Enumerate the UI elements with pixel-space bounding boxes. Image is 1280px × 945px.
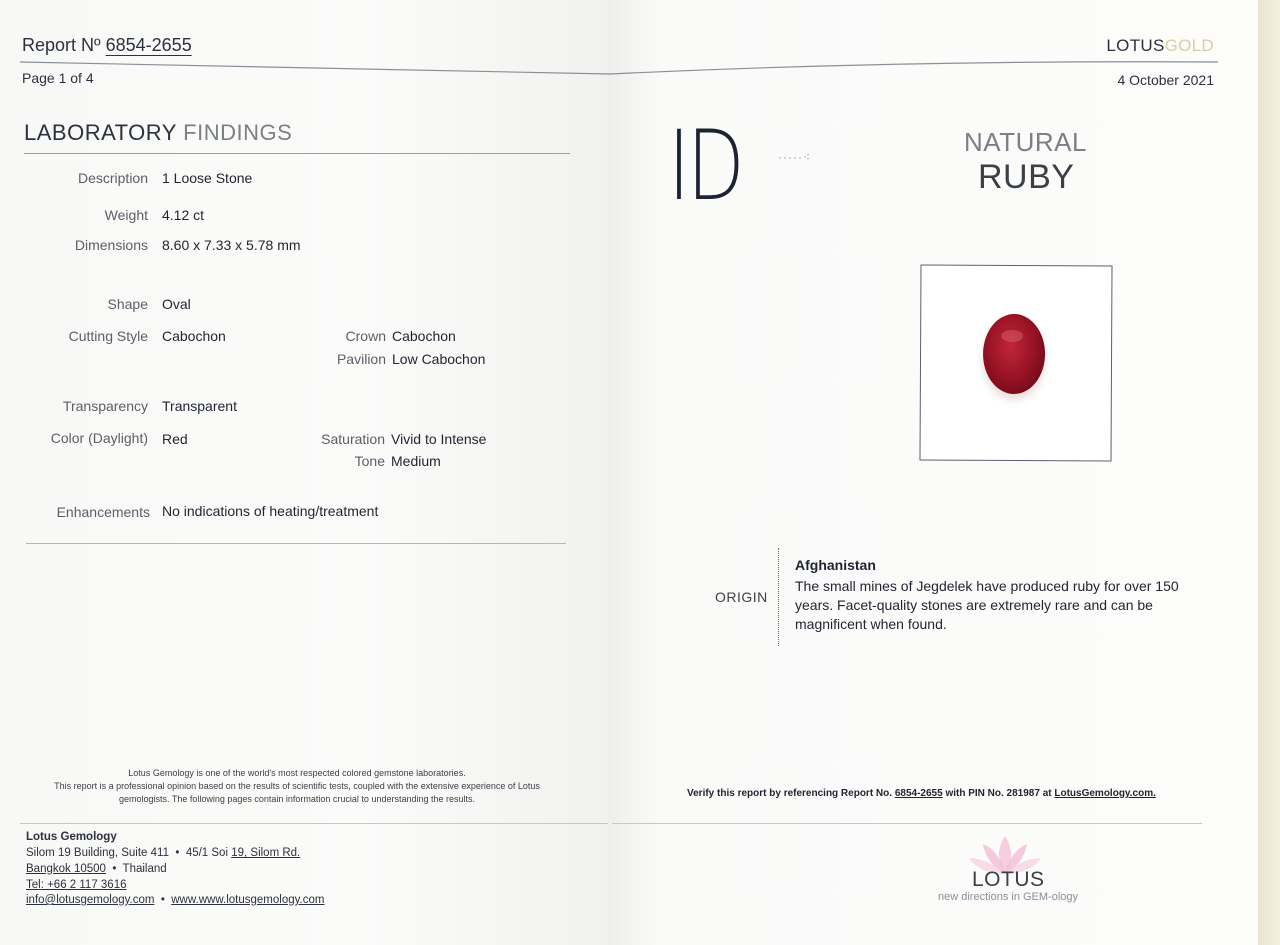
report-label: Report Nº xyxy=(22,35,101,55)
contact-links: info@lotusgemology.com • www.www.lotusgemology.com xyxy=(26,894,325,906)
weight-label: Weight xyxy=(104,207,148,223)
address-line-1: Silom 19 Building, Suite 411 • 45/1 Soi 19, Silom Rd. xyxy=(26,847,301,859)
enhancements-value: No indications of heating/treatment xyxy=(162,503,379,519)
verify-statement: Verify this report by referencing Report No. 6854-2655 with PIN No. 281987 at LotusGemology.com. xyxy=(687,788,1156,799)
crown-value: Cabochon xyxy=(392,328,456,344)
website-link[interactable]: www.www.lotusgemology.com xyxy=(171,894,325,906)
left-page xyxy=(0,0,608,945)
origin-country: Afghanistan xyxy=(795,557,876,573)
origin-description: The small mines of Jegdelek have produced ruby for over 150 years. Facet-quality stones are extremely rare and can be magnificent when found. xyxy=(795,578,1179,632)
origin-label: ORIGIN xyxy=(715,589,768,605)
color-label: Color (Daylight) xyxy=(50,430,148,446)
lotus-wordmark: LOTUS xyxy=(972,868,1045,891)
header-curve xyxy=(0,40,1280,80)
company-name: Lotus Gemology xyxy=(26,831,117,843)
transparency-value: Transparent xyxy=(162,398,237,414)
tone-value: Medium xyxy=(391,453,441,469)
origin-divider xyxy=(778,548,779,646)
dimensions-label: Dimensions xyxy=(74,237,148,253)
tone-label: Tone xyxy=(354,453,385,469)
email-link[interactable]: info@lotusgemology.com xyxy=(26,894,155,906)
page-edge xyxy=(1258,0,1280,945)
report-date: 4 October 2021 xyxy=(1117,72,1214,88)
brand-logo: LOTUSGOLD xyxy=(1106,36,1214,55)
report-number-value: 6854-2655 xyxy=(105,35,192,55)
saturation-value: Vivid to Intense xyxy=(391,431,487,447)
ruby-cabochon-image xyxy=(983,314,1045,394)
shape-label: Shape xyxy=(107,296,148,312)
cutting-style-label: Cutting Style xyxy=(68,328,148,344)
cutting-style-value: Cabochon xyxy=(162,328,226,344)
telephone: Tel: +66 2 117 3616 xyxy=(26,879,127,891)
gemstone-photo xyxy=(919,264,1112,461)
weight-value: 4.12 ct xyxy=(162,207,205,223)
right-footer-divider xyxy=(612,823,1202,824)
enhancements-label: Enhancements xyxy=(56,504,150,520)
dimensions-value: 8.60 x 7.33 x 5.78 mm xyxy=(162,237,301,253)
footer-divider xyxy=(20,823,608,824)
transparency-label: Transparency xyxy=(62,398,148,414)
verify-site-link[interactable]: LotusGemology.com. xyxy=(1054,788,1156,799)
natural-label: NATURAL xyxy=(964,127,1087,157)
title-divider xyxy=(24,153,570,154)
disclaimer: Lotus Gemology is one of the world's most respected colored gemstone laboratories. This report is a professional opinion based on the results of scientific tests, coupled with the extensive experience of Lotus gemologists. The following pages contain information crucial to understanding the results. xyxy=(54,768,540,804)
description-label: Description xyxy=(77,170,148,186)
pavilion-value: Low Cabochon xyxy=(392,351,486,367)
findings-divider xyxy=(26,543,566,544)
saturation-label: Saturation xyxy=(321,431,385,447)
gem-name: RUBY xyxy=(978,158,1075,196)
crown-label: Crown xyxy=(345,328,386,344)
lotus-tagline: new directions in GEM-ology xyxy=(938,891,1079,903)
address-line-2: Bangkok 10500 • Thailand xyxy=(26,863,167,875)
id-mark: ID xyxy=(668,110,742,222)
section-title: LABORATORY FINDINGS xyxy=(24,120,293,145)
pavilion-label: Pavilion xyxy=(336,351,386,367)
dotted-arrow-icon: ·····⁖ xyxy=(778,150,812,164)
shape-value: Oval xyxy=(162,296,191,312)
color-value: Red xyxy=(162,431,188,447)
page-indicator: Page 1 of 4 xyxy=(22,70,94,86)
description-value: 1 Loose Stone xyxy=(162,170,253,186)
